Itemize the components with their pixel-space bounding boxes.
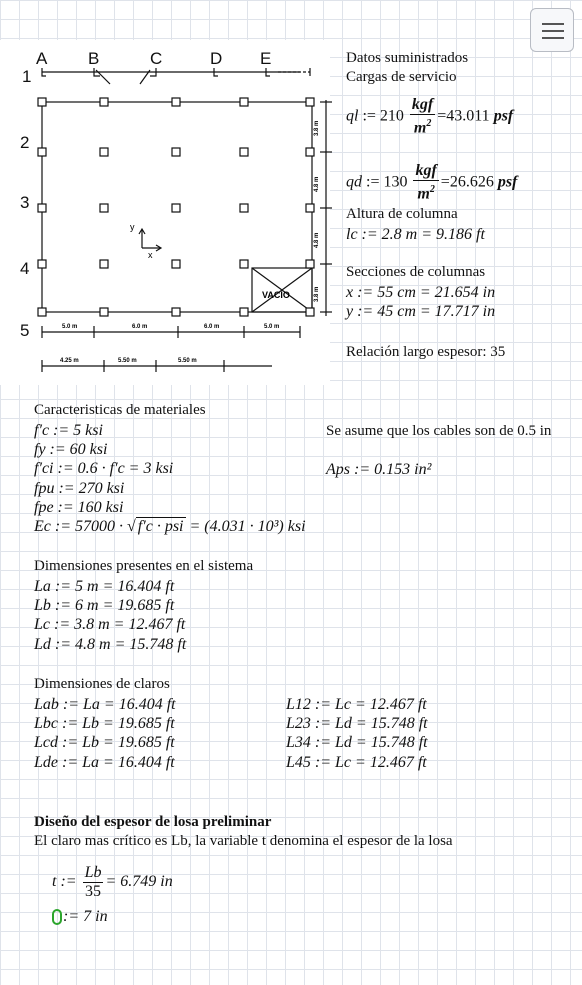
y-axis-label: y [130, 222, 135, 232]
ec-sqrt-arg: f′c · psi [137, 518, 184, 535]
ql-value: 210 [379, 107, 404, 125]
ec-lhs: Ec := 57000 · [34, 518, 123, 535]
side-dim-3: 4.8 m [314, 232, 320, 248]
y-equation[interactable]: y := 45 cm = 17.717 in [346, 303, 496, 320]
span-lde[interactable]: Lde := La = 16.404 ft [34, 754, 175, 771]
span-lcd[interactable]: Lcd := Lb = 19.685 ft [34, 734, 175, 751]
materials-heading: Caracteristicas de materiales [34, 402, 206, 418]
t-final-equation[interactable] [52, 908, 108, 926]
design-description: El claro mas crítico es Lb, la variable t denomina el espesor de la losa [34, 833, 453, 849]
axis-letter-b: B [88, 49, 100, 68]
ec-rhs: = (4.031 · 10³) ksi [189, 518, 306, 535]
dim-top-2: 6.0 m [132, 324, 148, 330]
edit-cursor-icon [52, 909, 62, 925]
axis-number-2: 2 [20, 133, 30, 152]
spans-heading: Dimensiones de claros [34, 676, 170, 692]
span-lbc[interactable]: Lbc := Lb = 19.685 ft [34, 715, 175, 732]
column-height-heading: Altura de columna [346, 206, 458, 222]
design-heading: Diseño del espesor de losa preliminar [34, 814, 272, 830]
fci-equation[interactable]: f′ci := 0.6 · f′c = 3 ksi [34, 460, 174, 477]
dimensions-heading: Dimensiones presentes en el sistema [34, 558, 254, 574]
lc-equation[interactable]: lc := 2.8 m = 9.186 ft [346, 226, 485, 243]
span-l45[interactable]: L45 := Lc = 12.467 ft [286, 754, 427, 771]
lb-equation[interactable]: Lb := 6 m = 19.685 ft [34, 597, 175, 614]
lc-dim-equation[interactable]: Lc := 3.8 m = 12.467 ft [34, 616, 186, 633]
axis-letter-e: E [260, 49, 272, 68]
axis-letter-c: C [150, 49, 163, 68]
axis-number-1: 1 [22, 67, 32, 86]
t-numerator: Lb [84, 864, 102, 881]
side-dim-1: 3.8 m [314, 120, 320, 136]
ld-equation[interactable]: Ld := 4.8 m = 15.748 ft [34, 636, 187, 653]
dim-top-1: 5.0 m [62, 324, 78, 330]
aps-equation[interactable]: Aps := 0.153 in² [326, 461, 432, 478]
cables-note: Se asume que los cables son de 0.5 in [326, 423, 552, 439]
qd-result-unit: psf [497, 173, 518, 191]
t-lhs: t := [52, 873, 77, 891]
column-sections-heading: Secciones de columnas [346, 264, 486, 280]
span-l34[interactable]: L34 := Ld = 15.748 ft [286, 734, 428, 751]
ql-unit-den: m [413, 119, 427, 137]
span-lab[interactable]: Lab := La = 16.404 ft [34, 696, 176, 713]
t-denominator: 35 [85, 883, 102, 900]
axis-letter-a: A [36, 49, 48, 68]
axis-number-4: 4 [20, 259, 30, 278]
vacio-label: VACIO [262, 290, 290, 300]
t-equation[interactable] [52, 864, 173, 901]
t-final: := 7 in [63, 908, 108, 925]
axis-number-5: 5 [20, 321, 30, 340]
x-equation[interactable]: x := 55 cm = 21.654 in [346, 284, 496, 301]
ql-lhs: ql [346, 107, 359, 125]
axis-number-3: 3 [20, 193, 30, 212]
fpu-equation[interactable]: fpu := 270 ksi [34, 480, 125, 497]
span-l12[interactable]: L12 := Lc = 12.467 ft [286, 696, 427, 713]
axis-letter-d: D [210, 49, 223, 68]
dim-bottom-3: 5.50 m [178, 358, 197, 364]
fy-equation[interactable]: fy := 60 ksi [34, 441, 108, 458]
fc-equation[interactable]: f′c := 5 ksi [34, 422, 103, 439]
floor-plan-drawing [0, 40, 340, 385]
qd-equation[interactable]: qd := 130 $\frac{\text{kgf}}{m^2}$ =26.626 psf [346, 162, 518, 203]
la-equation[interactable]: La := 5 m = 16.404 ft [34, 578, 175, 595]
ratio-text: Relación largo espesor: 35 [346, 344, 506, 360]
hamburger-menu-button[interactable] [530, 8, 574, 52]
qd-value: 130 [383, 173, 408, 191]
heading-datos: Datos suministrados [346, 50, 469, 66]
span-l23[interactable]: L23 := Ld = 15.748 ft [286, 715, 428, 732]
ql-result: =43.011 [437, 107, 490, 125]
dim-bottom-1: 4.25 m [60, 358, 79, 364]
dim-top-3: 6.0 m [204, 324, 220, 330]
ql-equation[interactable]: ql := 210 $\frac{\text{kgf}}{m^2}$ =43.011 psf [346, 96, 514, 137]
t-result: = 6.749 in [105, 873, 173, 891]
side-dim-2: 4.8 m [314, 176, 320, 192]
qd-lhs: qd [346, 173, 362, 191]
heading-cargas: Cargas de servicio [346, 69, 457, 85]
qd-unit-num: kgf [415, 162, 437, 179]
qd-result: =26.626 [440, 173, 494, 191]
ec-equation[interactable]: Ec := 57000 · √ f′c · psi = (4.031 · 10³) ksi [34, 518, 306, 535]
ql-unit-num: kgf [411, 96, 434, 113]
fpe-equation[interactable]: fpe := 160 ksi [34, 499, 124, 516]
dim-bottom-2: 5.50 m [118, 358, 137, 364]
dim-top-4: 5.0 m [264, 324, 280, 330]
side-dim-4: 3.8 m [314, 286, 320, 302]
qd-unit-den: m [417, 185, 430, 203]
ql-result-unit: psf [493, 107, 514, 125]
x-axis-label: x [148, 250, 153, 260]
